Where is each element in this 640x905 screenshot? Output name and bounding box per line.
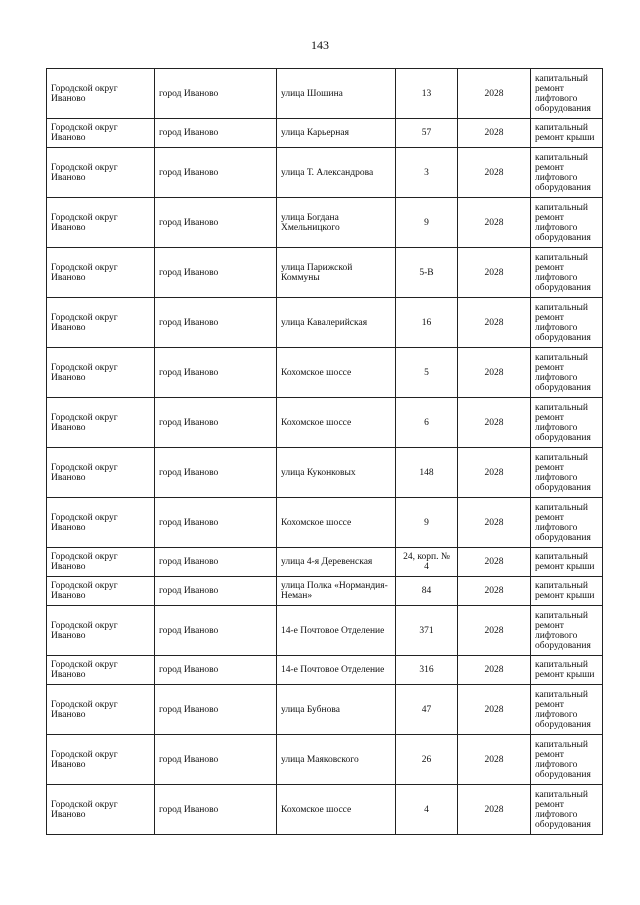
city-cell: город Иваново bbox=[155, 685, 277, 735]
city-cell: город Иваново bbox=[155, 119, 277, 148]
work-type-cell: капитальный ремонт лифтового оборудования bbox=[531, 735, 603, 785]
house-cell: 4 bbox=[396, 785, 458, 835]
street-cell: 14-е Почтовое Отделение bbox=[277, 606, 396, 656]
table-row bbox=[47, 248, 603, 298]
city-cell: город Иваново bbox=[155, 348, 277, 398]
table-row bbox=[47, 398, 603, 448]
district-cell: Городской округ Иваново bbox=[47, 398, 155, 448]
house-cell: 6 bbox=[396, 398, 458, 448]
work-type-cell: капитальный ремонт крыши bbox=[531, 548, 603, 577]
street-cell: улица Бубнова bbox=[277, 685, 396, 735]
table-row bbox=[47, 198, 603, 248]
table-row bbox=[47, 656, 603, 685]
work-type-cell: капитальный ремонт крыши bbox=[531, 577, 603, 606]
table-row bbox=[47, 348, 603, 398]
district-cell: Городской округ Иваново bbox=[47, 248, 155, 298]
work-type-cell: капитальный ремонт лифтового оборудования bbox=[531, 298, 603, 348]
street-cell: улица Полка «Нормандия-Неман» bbox=[277, 577, 396, 606]
year-cell: 2028 bbox=[458, 785, 531, 835]
district-cell: Городской округ Иваново bbox=[47, 548, 155, 577]
city-cell: город Иваново bbox=[155, 69, 277, 119]
city-cell: город Иваново bbox=[155, 498, 277, 548]
year-cell: 2028 bbox=[458, 119, 531, 148]
work-type-cell: капитальный ремонт лифтового оборудования bbox=[531, 248, 603, 298]
street-cell: улица Богдана Хмельницкого bbox=[277, 198, 396, 248]
table-row bbox=[47, 606, 603, 656]
street-cell: улица Куконковых bbox=[277, 448, 396, 498]
district-cell: Городской округ Иваново bbox=[47, 298, 155, 348]
city-cell: город Иваново bbox=[155, 735, 277, 785]
year-cell: 2028 bbox=[458, 69, 531, 119]
street-cell: улица Шошина bbox=[277, 69, 396, 119]
street-cell: 14-е Почтовое Отделение bbox=[277, 656, 396, 685]
district-cell: Городской округ Иваново bbox=[47, 448, 155, 498]
year-cell: 2028 bbox=[458, 735, 531, 785]
work-type-cell: капитальный ремонт крыши bbox=[531, 119, 603, 148]
year-cell: 2028 bbox=[458, 348, 531, 398]
city-cell: город Иваново bbox=[155, 577, 277, 606]
house-cell: 5 bbox=[396, 348, 458, 398]
city-cell: город Иваново bbox=[155, 248, 277, 298]
house-cell: 371 bbox=[396, 606, 458, 656]
city-cell: город Иваново bbox=[155, 148, 277, 198]
table-row bbox=[47, 69, 603, 119]
page-number: 143 bbox=[311, 38, 329, 52]
house-cell: 47 bbox=[396, 685, 458, 735]
house-cell: 5-В bbox=[396, 248, 458, 298]
year-cell: 2028 bbox=[458, 248, 531, 298]
district-cell: Городской округ Иваново bbox=[47, 498, 155, 548]
year-cell: 2028 bbox=[458, 148, 531, 198]
city-cell: город Иваново bbox=[155, 606, 277, 656]
table-row bbox=[47, 785, 603, 835]
year-cell: 2028 bbox=[458, 398, 531, 448]
table-row bbox=[47, 685, 603, 735]
city-cell: город Иваново bbox=[155, 785, 277, 835]
year-cell: 2028 bbox=[458, 606, 531, 656]
house-cell: 148 bbox=[396, 448, 458, 498]
house-cell: 57 bbox=[396, 119, 458, 148]
street-cell: улица Парижской Коммуны bbox=[277, 248, 396, 298]
table-row bbox=[47, 548, 603, 577]
street-cell: улица Карьерная bbox=[277, 119, 396, 148]
table-row bbox=[47, 298, 603, 348]
city-cell: город Иваново bbox=[155, 198, 277, 248]
work-type-cell: капитальный ремонт лифтового оборудования bbox=[531, 69, 603, 119]
house-cell: 9 bbox=[396, 198, 458, 248]
work-type-cell: капитальный ремонт лифтового оборудования bbox=[531, 785, 603, 835]
street-cell: улица Кавалерийская bbox=[277, 298, 396, 348]
work-type-cell: капитальный ремонт лифтового оборудования bbox=[531, 348, 603, 398]
city-cell: город Иваново bbox=[155, 656, 277, 685]
year-cell: 2028 bbox=[458, 198, 531, 248]
house-cell: 3 bbox=[396, 148, 458, 198]
district-cell: Городской округ Иваново bbox=[47, 119, 155, 148]
district-cell: Городской округ Иваново bbox=[47, 785, 155, 835]
city-cell: город Иваново bbox=[155, 398, 277, 448]
table-row bbox=[47, 148, 603, 198]
house-cell: 84 bbox=[396, 577, 458, 606]
street-cell: Кохомское шоссе bbox=[277, 498, 396, 548]
year-cell: 2028 bbox=[458, 548, 531, 577]
house-cell: 26 bbox=[396, 735, 458, 785]
work-type-cell: капитальный ремонт лифтового оборудования bbox=[531, 685, 603, 735]
year-cell: 2028 bbox=[458, 298, 531, 348]
house-cell: 24, корп. № 4 bbox=[396, 548, 458, 577]
house-cell: 9 bbox=[396, 498, 458, 548]
district-cell: Городской округ Иваново bbox=[47, 348, 155, 398]
district-cell: Городской округ Иваново bbox=[47, 69, 155, 119]
year-cell: 2028 bbox=[458, 498, 531, 548]
district-cell: Городской округ Иваново bbox=[47, 148, 155, 198]
district-cell: Городской округ Иваново bbox=[47, 685, 155, 735]
table-row bbox=[47, 119, 603, 148]
table-row bbox=[47, 498, 603, 548]
city-cell: город Иваново bbox=[155, 298, 277, 348]
work-type-cell: капитальный ремонт лифтового оборудования bbox=[531, 148, 603, 198]
work-type-cell: капитальный ремонт лифтового оборудования bbox=[531, 398, 603, 448]
year-cell: 2028 bbox=[458, 685, 531, 735]
table-row bbox=[47, 448, 603, 498]
work-type-cell: капитальный ремонт лифтового оборудования bbox=[531, 606, 603, 656]
house-cell: 13 bbox=[396, 69, 458, 119]
district-cell: Городской округ Иваново bbox=[47, 606, 155, 656]
table-row bbox=[47, 577, 603, 606]
work-type-cell: капитальный ремонт лифтового оборудования bbox=[531, 498, 603, 548]
work-type-cell: капитальный ремонт лифтового оборудования bbox=[531, 198, 603, 248]
year-cell: 2028 bbox=[458, 448, 531, 498]
city-cell: город Иваново bbox=[155, 448, 277, 498]
city-cell: город Иваново bbox=[155, 548, 277, 577]
district-cell: Городской округ Иваново bbox=[47, 577, 155, 606]
district-cell: Городской округ Иваново bbox=[47, 656, 155, 685]
house-cell: 16 bbox=[396, 298, 458, 348]
district-cell: Городской округ Иваново bbox=[47, 198, 155, 248]
street-cell: улица Т. Александрова bbox=[277, 148, 396, 198]
street-cell: улица Маяковского bbox=[277, 735, 396, 785]
street-cell: улица 4-я Деревенская bbox=[277, 548, 396, 577]
year-cell: 2028 bbox=[458, 656, 531, 685]
district-cell: Городской округ Иваново bbox=[47, 735, 155, 785]
year-cell: 2028 bbox=[458, 577, 531, 606]
house-cell: 316 bbox=[396, 656, 458, 685]
street-cell: Кохомское шоссе bbox=[277, 398, 396, 448]
work-type-cell: капитальный ремонт крыши bbox=[531, 656, 603, 685]
street-cell: Кохомское шоссе bbox=[277, 348, 396, 398]
street-cell: Кохомское шоссе bbox=[277, 785, 396, 835]
table-row bbox=[47, 735, 603, 785]
repair-schedule-table bbox=[46, 68, 603, 835]
work-type-cell: капитальный ремонт лифтового оборудования bbox=[531, 448, 603, 498]
